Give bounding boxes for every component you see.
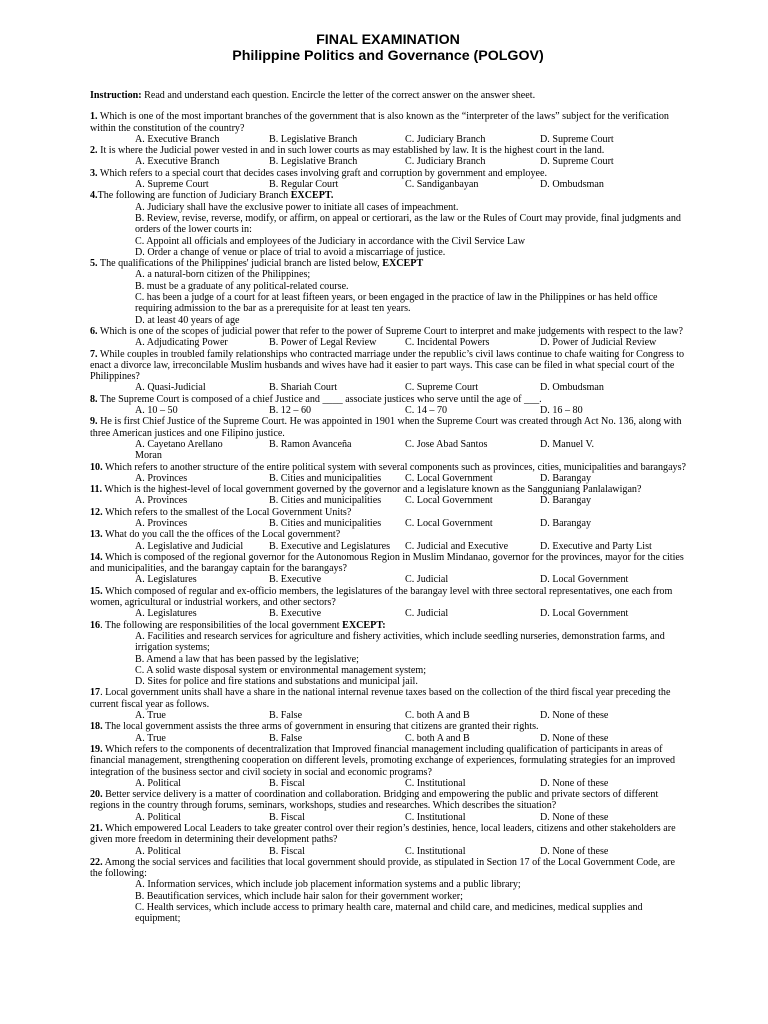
- answer-option[interactable]: D. Sites for police and fire stations and substations and municipal jail.: [135, 676, 418, 688]
- question-number: 8.: [90, 393, 98, 405]
- answer-option[interactable]: B. Regular Court: [269, 179, 339, 191]
- question-stem: [90, 190, 686, 201]
- question-number: 19.: [90, 743, 103, 755]
- answer-option[interactable]: B. 12 – 60: [269, 405, 312, 417]
- answer-option[interactable]: B. Power of Legal Review: [269, 337, 377, 349]
- answer-option[interactable]: D. Ombudsman: [540, 382, 604, 394]
- options-row: [90, 405, 686, 416]
- answer-option[interactable]: D. Order a change of venue or place of trial to avoid a miscarriage of justice.: [135, 246, 446, 258]
- options-row: [90, 518, 686, 529]
- question-text: The local government assists the three arms of government in ensuring that citizens are granted their rights.: [102, 721, 539, 733]
- answer-option[interactable]: A. Political: [135, 845, 181, 857]
- answer-option[interactable]: A. Judiciary shall have the exclusive power to initiate all cases of impeachment.: [135, 201, 459, 213]
- question-number: 22.: [90, 856, 103, 868]
- question-text: Which is the highest-level of local government governed by the governor and a legislature known as the Sangguniang Panlalawigan?: [102, 484, 642, 496]
- question-text: Among the social services and facilities that local government should provide, as stipulated in Section 17 of the Local Government Code, are the following:: [90, 856, 676, 880]
- answer-option[interactable]: B. Fiscal: [269, 811, 305, 823]
- options-row: [90, 812, 686, 823]
- options-row: [90, 778, 686, 789]
- question-number: 4.: [90, 190, 98, 202]
- question-number: 15.: [90, 585, 103, 597]
- answer-option[interactable]: A. Provinces: [135, 517, 188, 529]
- instruction-text: Read and understand each question. Encircle the letter of the correct answer on the answer sheet.: [141, 90, 536, 101]
- answer-option[interactable]: D. Barangay: [540, 495, 592, 507]
- answer-option[interactable]: C. 14 – 70: [405, 405, 448, 417]
- question-text: While couples in troubled family relationships who contracted marriage under the republic’s civil laws continue to chafe waiting for Congress to enact a divorce law, irreconcilable Muslim husbands and wives have had it easier to part ways. This case can be filed in what special court of the Philippines?: [90, 348, 685, 383]
- exam-title: FINAL EXAMINATION: [316, 32, 460, 48]
- question-text: . Local government units shall have a share in the national internal revenue taxes based on the collection of the third fiscal year preceding the current fiscal year as follows.: [90, 687, 671, 710]
- answer-option[interactable]: D. None of these: [540, 777, 609, 789]
- options-row: [90, 382, 686, 393]
- question-text: Which refers to the smallest of the Local Government Units?: [102, 506, 352, 518]
- question-text: Which is one of the scopes of judicial power that refer to the power of Supreme Court to interpret and make judgements with respect to the law?: [97, 325, 683, 337]
- question-stem: [90, 789, 686, 812]
- answer-option[interactable]: A. Executive Branch: [135, 156, 220, 168]
- answer-option[interactable]: C. Judicial: [405, 574, 449, 586]
- instruction: [90, 90, 686, 101]
- answer-option[interactable]: A. Legislatures: [135, 574, 197, 586]
- question-number: 7.: [90, 348, 98, 360]
- answer-option[interactable]: D. 16 – 80: [540, 405, 583, 417]
- answer-option[interactable]: B. Cities and municipalities: [269, 495, 382, 507]
- answer-option[interactable]: D. Power of Judicial Review: [540, 337, 657, 349]
- answer-option[interactable]: D. Local Government: [540, 608, 629, 620]
- answer-option[interactable]: C. both A and B: [405, 732, 470, 744]
- question-number: 1.: [90, 111, 98, 123]
- options-row: [90, 473, 686, 484]
- answer-option[interactable]: B. False: [269, 732, 303, 744]
- question-number: 18.: [90, 721, 103, 733]
- answer-option[interactable]: C. Local Government: [405, 495, 493, 507]
- question-stem: [90, 484, 686, 495]
- question-text: Which is one of the most important branches of the government that is also known as the “interpreter of the laws” subject for the verification within the constitution of the country?: [90, 111, 669, 134]
- answer-option[interactable]: D. None of these: [540, 732, 609, 744]
- question-stem: [90, 529, 686, 540]
- answer-option[interactable]: B. Shariah Court: [269, 382, 338, 394]
- options-row: [90, 846, 686, 857]
- answer-option[interactable]: C. Incidental Powers: [405, 337, 490, 349]
- answer-option[interactable]: C. Institutional: [405, 777, 466, 789]
- answer-option[interactable]: D. None of these: [540, 811, 609, 823]
- question-number: 3.: [90, 167, 98, 179]
- answer-option[interactable]: C. Institutional: [405, 845, 466, 857]
- question-number: 5.: [90, 258, 98, 270]
- question-stem: [90, 349, 686, 383]
- answer-option[interactable]: B. Fiscal: [269, 777, 305, 789]
- answer-option[interactable]: C. has been a judge of a court for at least fifteen years, or been engaged in the practice of law in the Philippines or has held office requiring admission to the bar as a prerequisite for at least ten years.: [135, 292, 658, 315]
- answer-option[interactable]: A. Quasi-Judicial: [135, 382, 206, 394]
- answer-option[interactable]: A. Adjudicating Power: [135, 337, 228, 349]
- answer-option[interactable]: B. Amend a law that has been passed by the legislative;: [135, 653, 359, 665]
- answer-option[interactable]: D. Supreme Court: [540, 156, 614, 168]
- answer-option[interactable]: C. Institutional: [405, 811, 466, 823]
- question-stem: [90, 462, 686, 473]
- answer-option[interactable]: D. Barangay: [540, 517, 592, 529]
- answer-option[interactable]: C. Supreme Court: [405, 382, 479, 394]
- answer-option[interactable]: A. Political: [135, 811, 181, 823]
- answer-option[interactable]: A. Provinces: [135, 495, 188, 507]
- answer-option[interactable]: B. Legislative Branch: [269, 156, 358, 168]
- options-row: [90, 710, 686, 721]
- answer-option[interactable]: C. both A and B: [405, 710, 470, 722]
- answer-option[interactable]: D. Supreme Court: [540, 133, 614, 145]
- answer-option[interactable]: C. Judiciary Branch: [405, 156, 486, 168]
- options-row: [90, 608, 686, 619]
- answer-option[interactable]: B. Executive: [269, 574, 322, 586]
- answer-option[interactable]: C. Sandiganbayan: [405, 179, 479, 191]
- question-text: Better service delivery is a matter of coordination and collaboration. Bridging and empowering the public and private sectors of different regions in the country through forums, seminars, workshops, studies and researches. Which describes the situation?: [90, 789, 659, 812]
- answer-option[interactable]: A. True: [135, 732, 166, 744]
- question-text: The Supreme Court is composed of a chief Justice and ____ associate justices who serve until the age of ___.: [97, 393, 542, 405]
- question-text: The qualifications of the Philippines' judicial branch are listed below,: [97, 258, 383, 270]
- question-stem: [90, 168, 686, 179]
- answer-option[interactable]: C. Judicial: [405, 608, 449, 620]
- answer-option[interactable]: B. Executive and Legislatures: [269, 540, 391, 552]
- question-stem: [90, 507, 686, 518]
- answer-option[interactable]: C. Health services, which include access to primary health care, maternal and child care, and medicines, medical supplies and equipment;: [135, 902, 643, 925]
- question-number: 6.: [90, 325, 98, 337]
- answer-option[interactable]: A. Information services, which include job placement information systems and a public library;: [135, 879, 521, 891]
- question-text: It is where the Judicial power vested in and in such lower courts as may established by law. It is the highest court in the land.: [97, 145, 605, 157]
- question-list: [90, 111, 686, 924]
- question-text: . The following are responsibilities of the local government: [100, 619, 343, 631]
- options-row: [90, 156, 686, 167]
- answer-option[interactable]: D. at least 40 years of age: [135, 314, 240, 326]
- question-stem: [90, 721, 686, 732]
- question-stem: [90, 258, 686, 269]
- answer-option[interactable]: C. A solid waste disposal system or environmental management system;: [135, 664, 426, 676]
- answer-option[interactable]: A. Executive Branch: [135, 133, 220, 145]
- options-row: [90, 179, 686, 190]
- answer-option[interactable]: A. 10 – 50: [135, 405, 178, 417]
- question-text: What do you call the the offices of the Local government?: [102, 529, 341, 541]
- question-number: 20.: [90, 789, 103, 801]
- exam-subtitle: Philippine Politics and Governance (POLGOV): [232, 48, 544, 64]
- answer-option[interactable]: C. Jose Abad Santos: [405, 438, 488, 450]
- answer-option[interactable]: A. Legislative and Judicial: [135, 540, 244, 552]
- answer-option[interactable]: A. Cayetano Arellano: [135, 438, 223, 450]
- answer-option[interactable]: A. Provinces: [135, 472, 188, 484]
- answer-option[interactable]: C. Local Government: [405, 472, 493, 484]
- options-row: [90, 733, 686, 744]
- answer-option[interactable]: B. must be a graduate of any political-related course.: [135, 280, 349, 292]
- answer-option[interactable]: D. None of these: [540, 710, 609, 722]
- answer-option[interactable]: A. Supreme Court: [135, 179, 209, 191]
- question-number: 14.: [90, 551, 103, 563]
- question-number: 12.: [90, 506, 103, 518]
- options-row: [90, 541, 686, 552]
- answer-option[interactable]: B. Ramon Avanceña: [269, 438, 352, 450]
- question-stem: [90, 326, 686, 337]
- answer-option[interactable]: B. Cities and municipalities: [269, 472, 382, 484]
- question-stem: [90, 394, 686, 405]
- question-text: The following are function of Judiciary Branch: [97, 190, 291, 202]
- options-row: [90, 439, 686, 450]
- question-text: Which empowered Local Leaders to take greater control over their region’s destinies, hence, local leaders, citizens and other stakeholders are given more freedom in determining their development paths?: [90, 823, 676, 846]
- answer-option[interactable]: B. Beautification services, which include hair salon for their government worker;: [135, 890, 463, 902]
- instruction-label: Instruction:: [90, 90, 142, 101]
- question-stem: [90, 620, 686, 631]
- answer-option[interactable]: B. Review, revise, reverse, modify, or affirm, on appeal or certiorari, as the law or the Rules of Court may provide, final judgments and orders of the lower courts in:: [135, 212, 681, 236]
- question-number: 10.: [90, 461, 103, 473]
- answer-option[interactable]: D. Barangay: [540, 472, 592, 484]
- question-number: 9.: [90, 416, 98, 428]
- answer-option[interactable]: D. Ombudsman: [540, 179, 604, 191]
- options-row: [90, 134, 686, 145]
- options-row: [90, 495, 686, 506]
- answer-option[interactable]: A. Facilities and research services for agriculture and fishery activities, which include seedling nurseries, demonstration farms, and irrigation systems;: [135, 630, 665, 654]
- answer-option[interactable]: A. Political: [135, 777, 181, 789]
- question-emphasis: EXCEPT:: [342, 619, 386, 631]
- question-number: 2.: [90, 145, 98, 157]
- question-number: 11.: [90, 484, 103, 496]
- question-stem: [90, 552, 686, 575]
- question-text: Which refers to another structure of the entire political system with several components such as provinces, cities, municipalities and barangays?: [102, 461, 687, 473]
- question-number: 13.: [90, 529, 103, 541]
- question-stem: [90, 145, 686, 156]
- question-stem: [90, 744, 686, 778]
- question-text: Which composed of regular and ex-officio members, the legislatures of the barangay level with three sectoral representatives, one each from women, agricultural or industrial workers, and other sectors?: [90, 585, 673, 609]
- question-number: 21.: [90, 823, 103, 834]
- question-number: 16: [90, 619, 101, 631]
- answer-option[interactable]: A. Legislatures: [135, 608, 197, 620]
- answer-option-continued: Moran: [135, 450, 162, 462]
- question-stem: [90, 111, 686, 134]
- question-stem: [90, 586, 686, 609]
- answer-option[interactable]: C. Appoint all officials and employees of the Judiciary in accordance with the Civil Service Law: [135, 235, 525, 247]
- question-number: 17: [90, 687, 101, 699]
- question-stem: [90, 687, 686, 710]
- question-text: Which is composed of the regional governor for the Autonomous Region in Muslim Mindanao, governor for the provinces, mayor for the cities and municipalities, and the barangay captain for the barangays?: [90, 551, 684, 575]
- question-stem: [90, 416, 686, 439]
- question-emphasis: EXCEPT.: [290, 190, 334, 202]
- answer-option[interactable]: C. Judiciary Branch: [405, 133, 486, 145]
- question-stem: [90, 823, 686, 846]
- question-stem: [90, 857, 686, 880]
- question-text: Which refers to the components of decentralization that Improved financial management including qualification of participants in areas of financial management, strengthening cooperation on different levels, promoting exchange of experiences, formulating strategies for an improved integration of the business sector and civil society in social and economic programs?: [90, 743, 676, 778]
- answer-option[interactable]: B. False: [269, 710, 303, 722]
- answer-option[interactable]: B. Cities and municipalities: [269, 517, 382, 529]
- answer-option[interactable]: B. Executive: [269, 608, 322, 620]
- answer-option[interactable]: B. Fiscal: [269, 845, 305, 857]
- answer-option[interactable]: C. Local Government: [405, 517, 493, 529]
- answer-option[interactable]: D. Local Government: [540, 574, 629, 586]
- answer-option[interactable]: C. Judicial and Executive: [405, 540, 509, 552]
- answer-option[interactable]: B. Legislative Branch: [269, 133, 358, 145]
- question-text: Which refers to a special court that decides cases involving graft and corruption by government and employee.: [97, 167, 547, 179]
- options-row: [90, 574, 686, 585]
- answer-option[interactable]: D. Executive and Party List: [540, 540, 652, 552]
- question-emphasis: EXCEPT: [382, 258, 424, 270]
- answer-option[interactable]: D. Manuel V.: [540, 438, 595, 450]
- answer-option[interactable]: A. True: [135, 710, 166, 722]
- question-text: He is first Chief Justice of the Supreme Court. He was appointed in 1901 when the Supreme Court was created through Act No. 136, along with three American justices and one Filipino justice.: [90, 416, 682, 439]
- answer-option[interactable]: A. a natural-born citizen of the Philippines;: [135, 269, 311, 281]
- options-row: [90, 337, 686, 348]
- answer-option[interactable]: D. None of these: [540, 845, 609, 857]
